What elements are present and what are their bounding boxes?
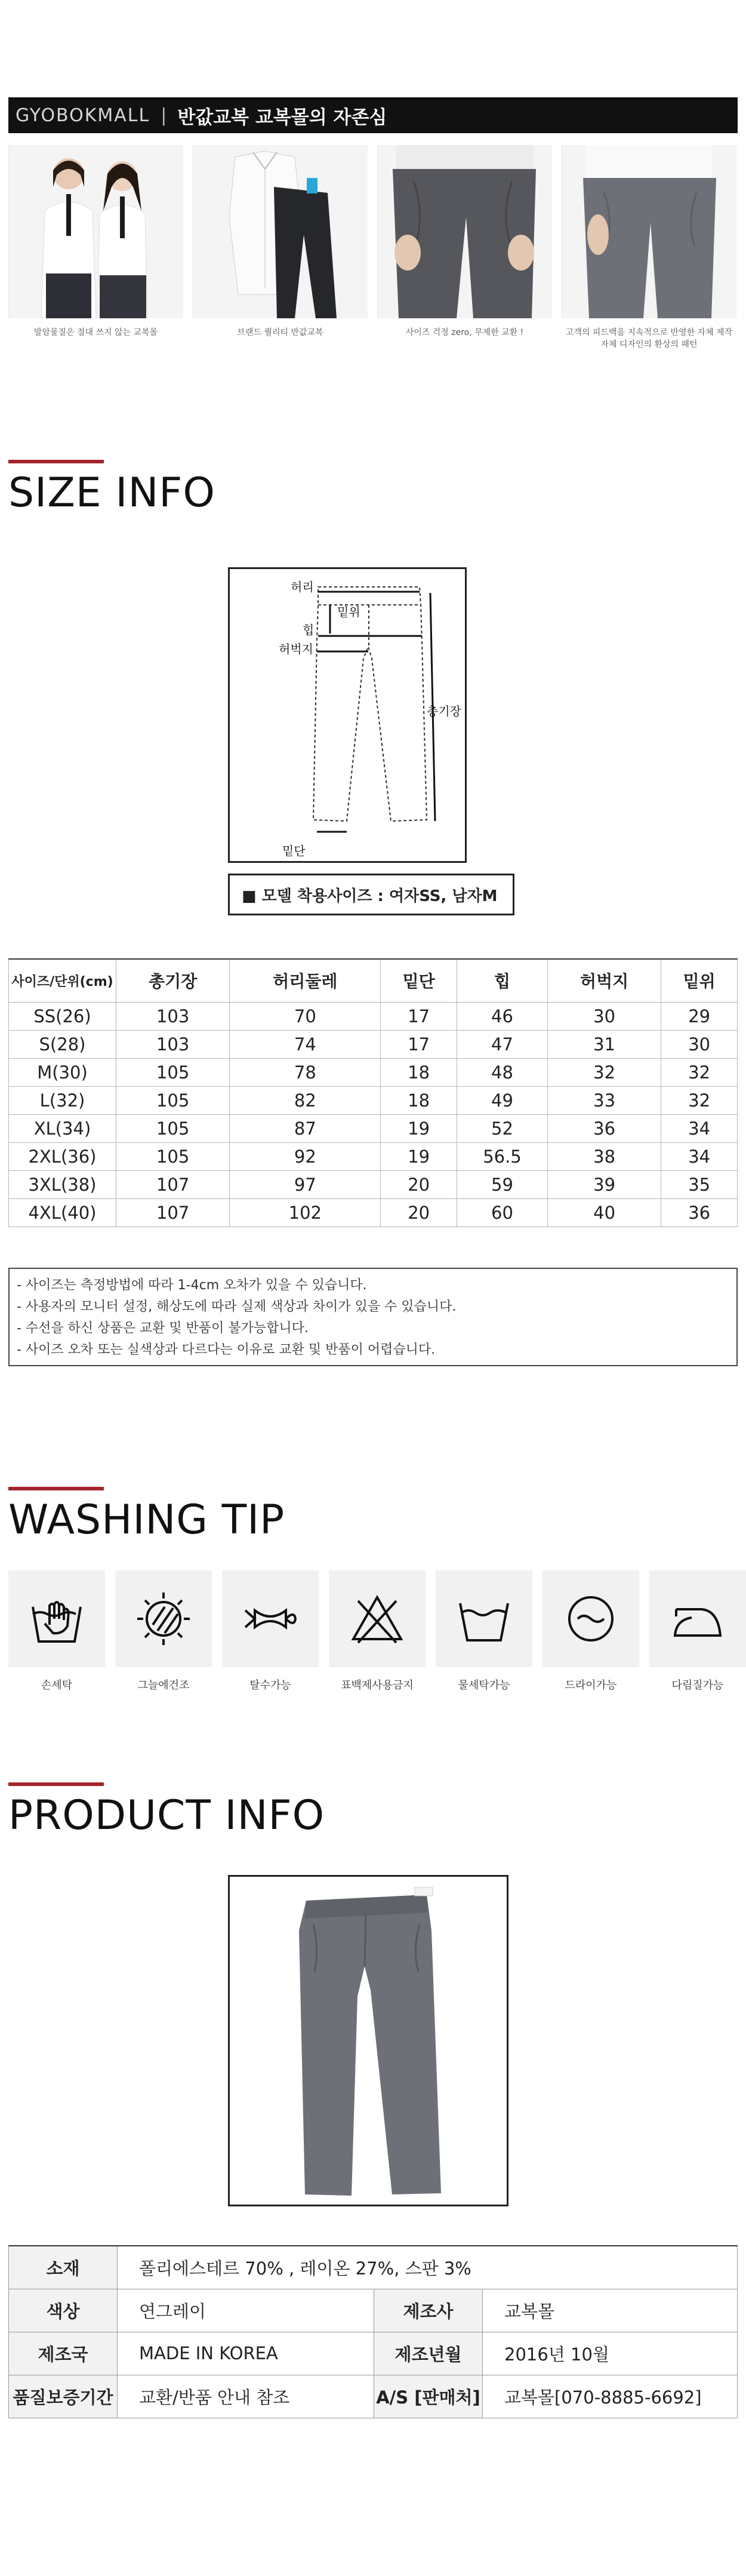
- size-cell: 97: [230, 1170, 381, 1198]
- size-cell: 70: [230, 1002, 381, 1030]
- feature-caption: 발암물질은 절대 쓰지 않는 교복몰: [33, 328, 158, 337]
- thigh-label: 허벅지: [279, 642, 313, 656]
- section-title: WASHING TIP: [8, 1496, 285, 1544]
- washing-caption: 표백제사용금지: [341, 1679, 414, 1692]
- size-cell: SS(26): [9, 1002, 116, 1030]
- size-cell: 34: [661, 1114, 738, 1142]
- size-cell: 39: [547, 1170, 661, 1198]
- column-header: 허벅지: [547, 959, 661, 1002]
- size-cell: 102: [230, 1198, 381, 1226]
- size-cell: 31: [547, 1030, 661, 1058]
- size-cell: 48: [457, 1058, 548, 1086]
- size-cell: 2XL(36): [9, 1142, 116, 1170]
- size-cell: 107: [116, 1198, 230, 1226]
- column-header: 밑위: [661, 959, 738, 1002]
- washing-item: [649, 1570, 746, 1692]
- table-row: [9, 1058, 738, 1086]
- info-value: MADE IN KOREA: [118, 2332, 374, 2375]
- info-label: 제조사: [374, 2289, 483, 2332]
- size-cell: 19: [381, 1142, 457, 1170]
- note-line: - 수선을 하신 상품은 교환 및 반품이 불가능합니다.: [17, 1321, 309, 1336]
- size-cell: 105: [116, 1086, 230, 1114]
- washing-caption: 물세탁가능: [458, 1679, 510, 1692]
- washing-caption: 손세탁: [41, 1679, 73, 1692]
- washing-tip-header: [8, 1487, 285, 1544]
- note-line: - 사이즈는 측정방법에 따라 1-4cm 오차가 있을 수 있습니다.: [17, 1278, 367, 1293]
- size-table: [8, 958, 738, 1227]
- size-cell: 36: [547, 1114, 661, 1142]
- size-cell: 30: [661, 1030, 738, 1058]
- info-value: 교복몰: [483, 2289, 738, 2332]
- note-line: - 사용자의 모니터 설정, 해상도에 따라 실제 색상과 차이가 있을 수 있습니다.: [17, 1299, 457, 1314]
- washing-item: [436, 1570, 532, 1692]
- size-cell: 29: [661, 1002, 738, 1030]
- info-label: 품질보증기간: [9, 2375, 118, 2418]
- feature-caption: 브랜드 퀄리티 반값교복: [237, 328, 323, 337]
- table-row: [9, 2246, 738, 2289]
- size-cell: 105: [116, 1142, 230, 1170]
- brand-name: GYOBOKMALL: [16, 104, 150, 126]
- size-cell: 35: [661, 1170, 738, 1198]
- size-cell: 103: [116, 1030, 230, 1058]
- table-row: [9, 2332, 738, 2375]
- iron-icon: [649, 1570, 746, 1667]
- info-value: 교복몰[070-8885-6692]: [483, 2375, 738, 2418]
- washing-caption: 드라이가능: [565, 1679, 617, 1692]
- info-label: 제조년월: [374, 2332, 483, 2375]
- hand-wash-icon: [8, 1570, 105, 1667]
- washing-icons-row: [8, 1570, 738, 1692]
- washing-item: [222, 1570, 319, 1692]
- product-info-table: [8, 2245, 738, 2418]
- hip-label: 힙: [303, 623, 315, 637]
- feature-caption: 고객의 피드백을 지속적으로 반영한 자체 제작 자체 디자인의 환상의 패턴: [565, 328, 733, 349]
- brand-tagline: 반값교복 교복몰의 자존심: [177, 106, 387, 128]
- feature-card: [193, 145, 368, 360]
- section-title: PRODUCT INFO: [8, 1792, 325, 1839]
- table-row: [9, 1142, 738, 1170]
- washing-caption: 그늘에건조: [137, 1679, 190, 1692]
- size-cell: 4XL(40): [9, 1198, 116, 1226]
- length-label: 총기장: [427, 704, 461, 718]
- size-cell: 82: [230, 1086, 381, 1114]
- feature-card: [562, 145, 736, 360]
- size-cell: 56.5: [457, 1142, 548, 1170]
- product-photo: [228, 1875, 508, 2206]
- table-row: [9, 2375, 738, 2418]
- students-photo: [8, 145, 183, 318]
- table-row: [9, 1086, 738, 1114]
- feature-row: [8, 145, 738, 360]
- pants-closeup-photo: [377, 145, 552, 318]
- info-label: 소재: [9, 2246, 118, 2289]
- waist-label: 허리: [291, 580, 314, 594]
- spin-dry-icon: [222, 1570, 319, 1667]
- size-cell: 20: [381, 1198, 457, 1226]
- size-cell: 20: [381, 1170, 457, 1198]
- info-value: 교환/반품 안내 참조: [118, 2375, 374, 2418]
- product-info-header: [8, 1782, 325, 1839]
- size-cell: 30: [547, 1002, 661, 1030]
- size-cell: 18: [381, 1058, 457, 1086]
- size-cell: 74: [230, 1030, 381, 1058]
- shirt-and-pants-photo: [193, 145, 368, 318]
- size-table-header: [9, 959, 738, 1002]
- column-header: 총기장: [116, 959, 230, 1002]
- table-row: [9, 1170, 738, 1198]
- rise-label: 밑위: [337, 605, 360, 619]
- size-cell: 103: [116, 1002, 230, 1030]
- size-cell: 33: [547, 1086, 661, 1114]
- info-value: 연그레이: [118, 2289, 374, 2332]
- no-bleach-icon: [329, 1570, 426, 1667]
- size-cell: 105: [116, 1114, 230, 1142]
- table-row: [9, 1198, 738, 1226]
- brand-header-bar: [8, 97, 738, 133]
- table-row: [9, 1002, 738, 1030]
- size-cell: 105: [116, 1058, 230, 1086]
- water-wash-icon: [436, 1570, 532, 1667]
- size-info-header: [8, 460, 215, 517]
- header-separator: |: [161, 104, 167, 126]
- size-cell: 3XL(38): [9, 1170, 116, 1198]
- column-header: 허리둘레: [230, 959, 381, 1002]
- accent-bar: [8, 460, 104, 463]
- washing-caption: 탈수가능: [249, 1679, 291, 1692]
- size-cell: 32: [661, 1086, 738, 1114]
- dry-clean-icon: [542, 1570, 639, 1667]
- size-cell: 36: [661, 1198, 738, 1226]
- size-cell: 32: [661, 1058, 738, 1086]
- hem-label: 밑단: [282, 844, 306, 858]
- feature-card: [377, 145, 552, 360]
- accent-bar: [8, 1487, 104, 1490]
- info-label: 색상: [9, 2289, 118, 2332]
- size-cell: 52: [457, 1114, 548, 1142]
- size-cell: 40: [547, 1198, 661, 1226]
- size-notes: [8, 1268, 738, 1366]
- size-cell: S(28): [9, 1030, 116, 1058]
- column-header: 사이즈/단위(cm): [9, 959, 116, 1002]
- section-title: SIZE INFO: [8, 469, 215, 517]
- info-value: 2016년 10월: [483, 2332, 738, 2375]
- washing-item: [8, 1570, 105, 1692]
- table-row: [9, 2289, 738, 2332]
- feature-caption: 사이즈 걱정 zero, 무제한 교환 !: [405, 328, 524, 337]
- size-cell: 60: [457, 1198, 548, 1226]
- feature-card: [8, 145, 183, 360]
- washing-caption: 다림질가능: [671, 1679, 724, 1692]
- size-cell: 107: [116, 1170, 230, 1198]
- model-size-note: ■ 모델 착용사이즈 : 여자SS, 남자M: [228, 874, 514, 915]
- info-value: 폴리에스테르 70% , 레이온 27%, 스판 3%: [118, 2246, 738, 2289]
- size-cell: 47: [457, 1030, 548, 1058]
- column-header: 힙: [457, 959, 548, 1002]
- size-cell: 59: [457, 1170, 548, 1198]
- pants-fabric-photo: [562, 145, 736, 318]
- size-cell: 38: [547, 1142, 661, 1170]
- size-cell: 46: [457, 1002, 548, 1030]
- washing-item: [115, 1570, 212, 1692]
- note-line: - 사이즈 오차 또는 실색상과 다르다는 이유로 교환 및 반품이 어렵습니다.: [17, 1342, 436, 1357]
- size-cell: 19: [381, 1114, 457, 1142]
- info-label: 제조국: [9, 2332, 118, 2375]
- size-cell: L(32): [9, 1086, 116, 1114]
- size-cell: 34: [661, 1142, 738, 1170]
- size-cell: 78: [230, 1058, 381, 1086]
- size-cell: 17: [381, 1002, 457, 1030]
- size-cell: 32: [547, 1058, 661, 1086]
- accent-bar: [8, 1782, 104, 1786]
- size-cell: 17: [381, 1030, 457, 1058]
- size-diagram: [228, 567, 467, 863]
- table-row: [9, 1114, 738, 1142]
- washing-item: [542, 1570, 639, 1692]
- size-cell: 49: [457, 1086, 548, 1114]
- column-header: 밑단: [381, 959, 457, 1002]
- size-cell: 18: [381, 1086, 457, 1114]
- size-cell: M(30): [9, 1058, 116, 1086]
- info-label: A/S [판매처]: [374, 2375, 483, 2418]
- shade-dry-icon: [115, 1570, 212, 1667]
- washing-item: [329, 1570, 426, 1692]
- size-cell: XL(34): [9, 1114, 116, 1142]
- table-row: [9, 1030, 738, 1058]
- size-cell: 87: [230, 1114, 381, 1142]
- size-cell: 92: [230, 1142, 381, 1170]
